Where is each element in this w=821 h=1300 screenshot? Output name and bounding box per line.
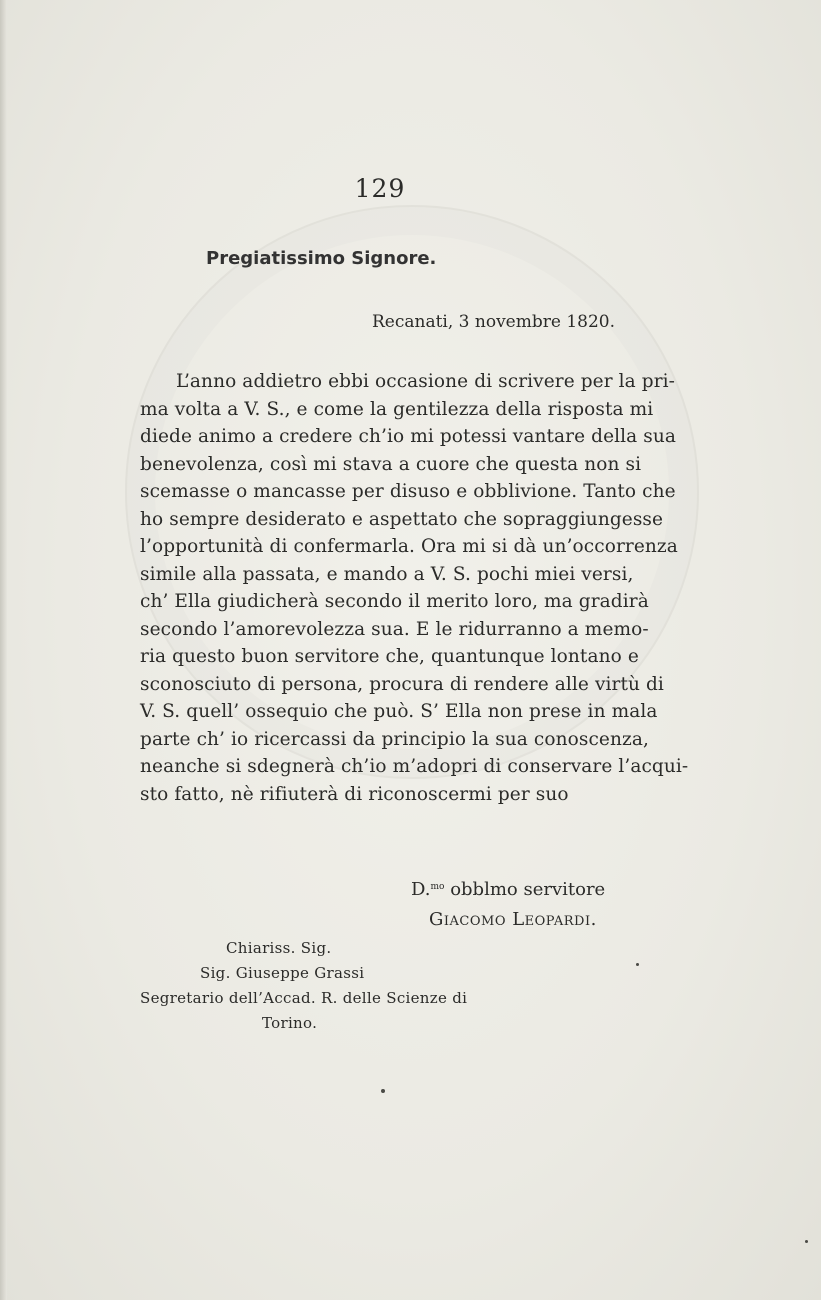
body-line: parte ch’ io ricercassi da principio la sua conoscenza, (140, 728, 649, 750)
page-number: 129 (354, 174, 406, 203)
body-line: benevolenza, così mi stava a cuore che questa non si (140, 453, 642, 475)
closing-rest: obblmo servitore (444, 879, 606, 900)
body-line: scemasse o mancasse per disuso e obblivione. Tanto che (140, 481, 676, 502)
body-line: sto fatto, nè rifiuterà di riconoscermi per suo (140, 783, 569, 805)
signature: Giacomo Leopardi. (429, 909, 597, 930)
letter-salutation: Pregiatissimo Signore. (206, 248, 437, 269)
body-line: secondo l’amorevolezza sua. E le ridurranno a memo- (140, 618, 649, 640)
letter-dateline: Recanati, 3 novembre 1820. (372, 312, 616, 332)
letter-closing (411, 872, 605, 935)
body-line: V. S. quell’ ossequio che può. S’ Ella non prese in mala (140, 701, 658, 722)
address-line: Sig. Giuseppe Grassi (200, 964, 365, 982)
letter-body (140, 368, 689, 808)
address-line: Chiariss. Sig. (226, 939, 332, 957)
body-line: ch’ Ella giudicherà secondo il merito loro, ma gradirà (140, 591, 649, 612)
body-line: l’opportunità di confermarla. Ora mi si dà un’occorrenza (140, 536, 678, 557)
body-line: ria questo buon servitore che, quantunque lontano e (140, 646, 639, 667)
ink-speck (636, 963, 639, 966)
body-line: ma volta a V. S., e come la gentilezza della risposta mi (140, 398, 654, 420)
body-line: diede animo a credere ch’io mi potessi vantare della sua (140, 426, 677, 447)
recipient-address (140, 936, 467, 1036)
body-line: L’anno addietro ebbi occasione di scrivere per la pri- (176, 371, 676, 392)
body-line: neanche si sdegnerà ch’io m’adopri di conservare l’acqui- (140, 756, 689, 777)
ink-speck (805, 1240, 808, 1243)
closing-prefix: D. (411, 879, 431, 900)
body-line: ho sempre desiderato e aspettato che sopraggiungesse (140, 508, 664, 530)
ink-speck (381, 1089, 385, 1093)
closing-superscript: mo (430, 882, 445, 892)
address-line: Segretario dell’Accad. R. delle Scienze di (140, 989, 468, 1007)
closing-line (411, 872, 605, 905)
body-line: simile alla passata, e mando a V. S. pochi miei versi, (140, 563, 634, 585)
body-line: sconosciuto di persona, procura di rendere alle virtù di (140, 673, 664, 695)
address-line: Torino. (262, 1014, 318, 1032)
